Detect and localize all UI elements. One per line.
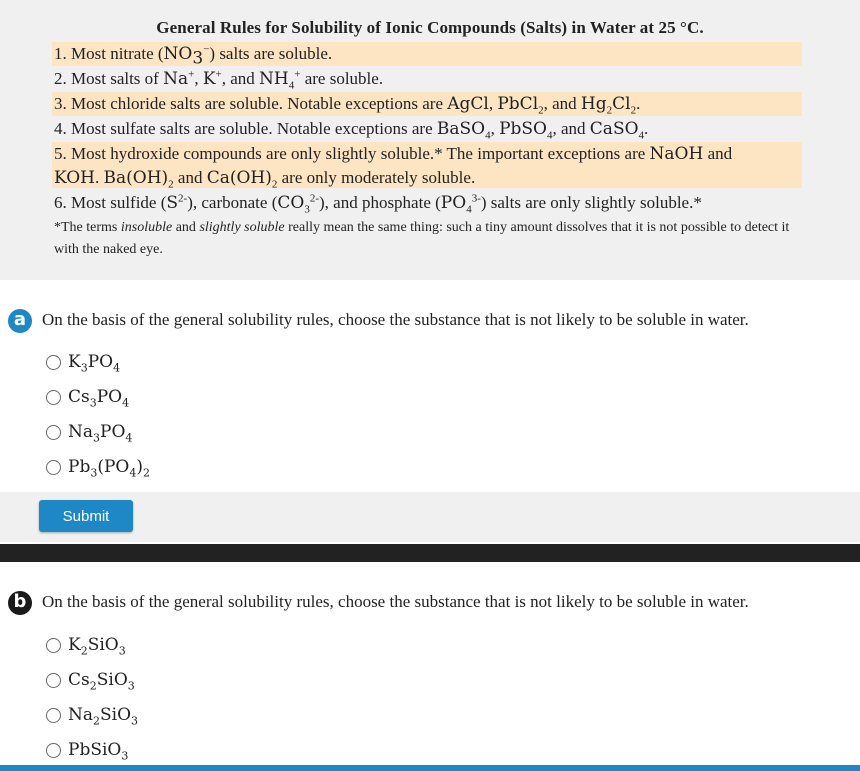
option-label: $Cs_2SiO_3$ xyxy=(68,670,135,693)
rule-2: 2. Most salts of Na+, K+, and $NH_4^+$ are soluble. xyxy=(54,68,384,92)
question-b-section xyxy=(0,562,860,765)
question-a-badge: a xyxy=(8,309,32,333)
option-label: $Cs_3PO_4$ xyxy=(68,387,130,410)
option-b-k2sio3[interactable] xyxy=(46,632,126,658)
radio-button[interactable] xyxy=(46,743,61,758)
submit-button[interactable]: Submit xyxy=(39,500,133,532)
option-label: $Pb_3(PO_4)_2$ xyxy=(68,457,150,480)
bottom-accent-bar xyxy=(0,765,860,771)
option-a-k3po4[interactable] xyxy=(46,349,120,375)
option-label: $K_2SiO_3$ xyxy=(68,635,126,658)
question-b-badge: b xyxy=(8,591,32,615)
rule-6: 6. Most sulfide $(S^{2-})$, carbonate $(CO_3^{2-})$, and phosphate $(PO_4^{3-})$ salts are only slightly soluble.* xyxy=(54,192,702,216)
option-a-na3po4[interactable] xyxy=(46,419,132,445)
option-label: $K_3PO_4$ xyxy=(68,352,121,375)
radio-button[interactable] xyxy=(46,673,61,688)
option-a-cs3po4[interactable] xyxy=(46,384,129,410)
option-label: $Na_2SiO_3$ xyxy=(68,705,139,728)
solubility-rules-panel xyxy=(0,0,860,280)
question-a-prompt: On the basis of the general solubility rules, choose the substance that is not likely to be soluble in water. xyxy=(42,310,749,329)
footnote: *The terms insoluble and slightly soluble really mean the same thing: such a tiny amount dissolves that it is not possible to detect it with the naked eye. xyxy=(54,220,790,257)
option-label: PbSiO$_3$ xyxy=(68,740,129,763)
option-b-pbsio3[interactable] xyxy=(46,737,128,763)
question-b-prompt: On the basis of the general solubility rules, choose the substance that is not likely to be soluble in water. xyxy=(42,592,749,611)
option-a-pb3po42[interactable] xyxy=(46,454,150,480)
radio-button[interactable] xyxy=(46,708,61,723)
rule-5: 5. Most hydroxide compounds are only slightly soluble.* The important exceptions are NaOH and KOH. $Ba(OH)_2$ and $Ca(OH)_2$ are only moderately soluble. xyxy=(52,142,802,188)
section-divider xyxy=(0,544,860,562)
rule-1: 1. Most nitrate $(NO_3^-)$ salts are soluble. xyxy=(52,42,802,66)
question-a-section xyxy=(0,280,860,492)
option-b-na2sio3[interactable] xyxy=(46,702,138,728)
radio-button[interactable] xyxy=(46,390,61,405)
radio-button[interactable] xyxy=(46,460,61,475)
option-b-cs2sio3[interactable] xyxy=(46,667,135,693)
option-label: $Na_3PO_4$ xyxy=(68,422,133,445)
radio-button[interactable] xyxy=(46,355,61,370)
radio-button[interactable] xyxy=(46,425,61,440)
rule-3: 3. Most chloride salts are soluble. Notable exceptions are AgCl, PbCl$_2$, and $Hg_2Cl_2$. xyxy=(52,92,802,116)
rules-title: General Rules for Solubility of Ionic Compounds (Salts) in Water at 25 °C. xyxy=(156,18,704,37)
radio-button[interactable] xyxy=(46,638,61,653)
submit-area xyxy=(0,492,860,542)
rule-4: 4. Most sulfate salts are soluble. Notable exceptions are BaSO$_4$, PbSO$_4$, and CaSO$_4$. xyxy=(54,119,649,142)
